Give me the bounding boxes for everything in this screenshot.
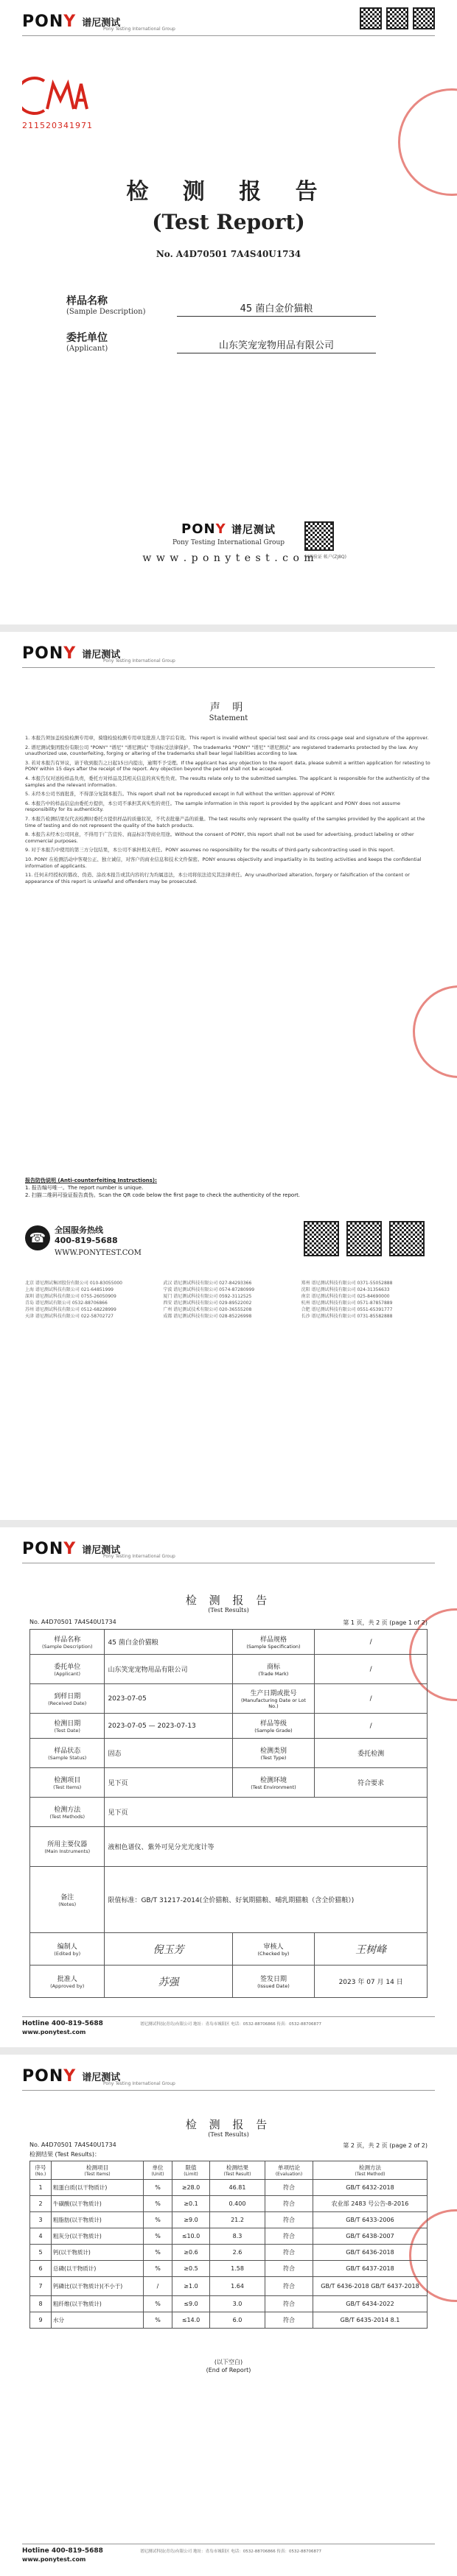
table-row: 6 总磷(以干物质计) % ≥0.5 1.58 符合 GB/T 6437-2018: [30, 2261, 428, 2277]
service-hotline-block: ☎ 全国服务热线 400-819-5688 WWW.PONYTEST.COM: [25, 1221, 432, 1265]
table-row: 检测项目 (Test Items) 见下页 检测环境 (Test Environment) 符合要求: [30, 1768, 428, 1798]
report-number: No. A4D70501 7A4S40U1734: [156, 249, 301, 259]
qr-code-icon: [304, 1221, 339, 1256]
statement-body: 1. 本报告须加盖检验检测专用章，骑缝检验检测专用章及批准人签字后有效。This report is invalid without special test seal and its cross-page seal and signature of the approver. 2. 谱尼测试集团股份有限公司 "PONY" "谱尼" "谱尼测试" 等商标受法律保护。The trademarks "PONY" "谱尼" "谱尼测试" are registered trademarks protected by the law. Any unauthorized use, counterfeiting, forging or altering of the trademarks shall bear legal liabilities according to law. 3. 若对本报告有异议，请于收到报告之日起15日内提出，逾期不予受理。If the applicant has any objection to the report data, please submit a written application for retesting to PONY within 15 days after the receipt of the report. Any objection beyond the period shall not be accepted. 4. 本报告仅对送检样品负责，委托方对样品及其相关信息的真实性负责。The results relate only to the submitted samples. The applicant is responsible for the authenticity of the samples and the relevant information. 5. 未经本公司书面批准，不得部分复制本报告。This report shall not be reproduced except in full without the written approval of PONY. 6. 本报告中的样品信息由委托方提供，本公司不承担其真实性的责任。The sample information in this report is provided by the applicant and PONY does not assume responsibility for its authenticity. 7. 本报告检测结果仅代表检测时委托方提供样品的质量状况，不代表批量产品的质量。The test results only represent the quality of the samples provided by the applicant at the time of testing and do not represent the quality of the batch products. 8. 本报告未经本公司同意，不得用于广告宣传、商品标识等商业用途。Without the consent of PONY, this report shall not be used for advertising, product labeling or other commercial purposes. 9. 对于本报告中使用的第三方分包结果，本公司不承担相关责任。PONY assumes no responsibility for the results of third-party subcontracting used in this report. 10. PONY 在检测活动中客观公正、独立诚信，对客户的商业信息和技术文件保密。PONY ensures objectivity and impartiality in its testing activities and keeps the confidential information of applicants. 11. 任何未经授权的篡改、伪造、涂改本报告或其内容的行为均属违法，本公司将依法追究其法律责任。Any unauthorized alteration, forgery or falsification of the content or appearance of this report is unlawful and offenders may be prosecuted.: [25, 735, 430, 884]
page-header: PONY 谱尼测试 Pony Testing International Group: [22, 2066, 175, 2086]
results-page-2: [0, 2055, 457, 2576]
table-row: 4 粗灰分(以干物质计) % ≤10.0 8.3 符合 GB/T 6438-2007: [30, 2228, 428, 2245]
report-title-cn: 检 测 报 告: [126, 179, 331, 205]
cover-website: w w w . p o n y t e s t . c o m: [142, 552, 315, 564]
results-title-en: (Test Results): [208, 2131, 249, 2138]
anti-counterfeit: 报告防伪说明 (Anti-counterfeiting Instructions): 1. 报告编号唯一。The report number is unique. 2. 扫描二维码可验证报告真伪。Scan the QR code below the first page to check the authenticity of the report.: [25, 1178, 301, 1198]
header-qr-codes: [360, 7, 435, 29]
page-indicator: 第 2 页，共 2 页 (page 2 of 2): [343, 2142, 428, 2149]
cover-page: [0, 0, 457, 624]
header-divider: [22, 667, 435, 668]
table-row: 检测方法 (Test Methods) 见下页: [30, 1798, 428, 1827]
issued-date: 2023 年 07 月 14 日: [315, 1966, 428, 1998]
statement-page: [0, 632, 457, 1520]
table-row: 3 粗脂肪(以干物质计) % ≥9.0 21.2 符合 GB/T 6433-2006: [30, 2212, 428, 2228]
cma-logo-icon: [22, 74, 88, 118]
branch-address-list: 北京 谱尼测试集团股份有限公司 010-83055000 上海 谱尼测试科技有限公司 021-64851999 深圳 谱尼测试科技有限公司 0755-26050909 青岛 谱尼测试有限公司 0532-88706866 苏州 谱尼测试科技有限公司 0512-68228999 天津 谱尼测试科技有限公司 022-58702727 武汉 谱尼测试科技有限公司 027-84293366 宁波 谱尼测试科技有限公司 0574-87280999 厦门 谱尼测试科技有限公司 0592-3112525 西安 谱尼测试科技有限公司 029-89522002 广州 谱尼测试技术有限公司 020-36555208 成都 谱尼测试科技有限公司 028-85226998 郑州 谱尼测试科技有限公司 0371-55052888 沈阳 谱尼测试科技有限公司 024-31356633 南京 谱尼测试科技有限公司 025-84690000 杭州 谱尼测试科技有限公司 0571-87857889 合肥 谱尼测试科技有限公司 0551-65391777 长沙 谱尼测试科技有限公司 0731-85582888: [25, 1281, 393, 1319]
cover-verify-qr: 扫码验证 帐户(ZJ8Q): [304, 521, 346, 560]
table-row: 2 牛磺酸(以干物质计) % ≥0.1 0.400 符合 农业部 2483 号公告-8-2016: [30, 2196, 428, 2212]
table-header-row: 序号 (No.) 检测项目 (Test Items) 单位 (Unit) 限值 (Limit) 检测结果 (Test Result) 单项结论 (Evaluation) 检测方法 (Test Method): [30, 2161, 428, 2180]
header-divider: [22, 35, 435, 36]
approver-signature: 苏强: [158, 1976, 179, 1988]
brand-en: Pony Testing International Group: [103, 27, 175, 32]
table-row: 5 钙(以干物质计) % ≥0.6 2.6 符合 GB/T 6436-2018: [30, 2245, 428, 2261]
table-row: 所用主要仪器 (Main Instruments) 液相色谱仪、紫外可见分光光度计等: [30, 1827, 428, 1867]
results-sublabel: 检测结果 (Test Results)：: [29, 2151, 100, 2158]
results-report-number: No. A4D70501 7A4S40U1734: [29, 2142, 116, 2148]
statement-title-en: Statement: [209, 714, 248, 722]
statement-title: 声 明: [209, 702, 248, 714]
table-row: 7 钙磷比(以干物质计)(不小于) / ≥1.0 1.64 符合 GB/T 6436-2018 GB/T 6437-2018: [30, 2277, 428, 2296]
table-row: 样品名称 (Sample Description) 45 菌白金价猫粮 样品规格 (Sample Specification) /: [30, 1630, 428, 1655]
field-sample-description: 样品名称 (Sample Description) 45 菌白金价猫粮: [66, 293, 391, 316]
sample-description-value: 45 菌白金价猫粮: [177, 300, 376, 317]
results-title: 检 测 报 告: [185, 1594, 272, 1607]
results-page-1: [0, 1527, 457, 2047]
qr-code-icon: [346, 1221, 382, 1256]
table-row: 样品状态 (Sample Status) 固态 检测类别 (Test Type) 委托检测: [30, 1739, 428, 1768]
applicant-value: 山东笑宠宠物用品有限公司: [177, 337, 376, 353]
results-title: 检 测 报 告: [185, 2118, 272, 2131]
editor-signature: 倪玉芳: [153, 1943, 184, 1956]
qr-code-icon: [360, 7, 382, 29]
table-row: 批准人 (Approved by) 苏强 签发日期 (Issued Date) 2023 年 07 月 14 日: [30, 1966, 428, 1998]
cma-mark: [22, 74, 103, 130]
pony-logo: PONY: [22, 12, 77, 31]
header-divider: [22, 2090, 435, 2091]
checker-signature: 王树峰: [355, 1943, 387, 1956]
table-row: 委托单位 (Applicant) 山东笑宠宠物用品有限公司 商标 (Trade Mark) /: [30, 1655, 428, 1684]
table-row: 8 粗纤维(以干物质计) % ≤9.0 3.0 符合 GB/T 6434-2022: [30, 2296, 428, 2312]
table-row: 1 粗蛋白质(以干物质计) % ≥28.0 46.81 符合 GB/T 6432-2018: [30, 2180, 428, 2196]
end-of-report-en: (End of Report): [206, 2367, 251, 2373]
page-header: PONY 谱尼测试 Pony Testing International Group: [22, 644, 175, 664]
qr-code-icon: [386, 7, 408, 29]
results-title-en: (Test Results): [208, 1607, 249, 1613]
page-indicator: 第 1 页，共 2 页 (page 1 of 2): [343, 1619, 428, 1626]
table-row: 编制人 (Edited by) 倪玉芳 审核人 (Checked by) 王树峰: [30, 1933, 428, 1966]
table-row: 到样日期 (Received Date) 2023-07-05 生产日期或批号 (Manufacturing Date or Lot No.) /: [30, 1684, 428, 1714]
page-footer: Hotline 400-819-5688 www.ponytest.com 谱尼测试科技(青岛)有限公司 地址：青岛市城阳区 电话：0532-88706866 传真：0532-88706877: [22, 2016, 435, 2039]
table-row: 备注 (Notes) 限值标准：GB/T 31217-2014(全价猫粮、好氧期猫粮、哺乳期猫粮（含全价猫粮）): [30, 1867, 428, 1933]
results-report-number: No. A4D70501 7A4S40U1734: [29, 1619, 116, 1625]
table-row: 9 水分 % ≤14.0 6.0 符合 GB/T 6435-2014 8.1: [30, 2312, 428, 2329]
qr-code-icon: [389, 1221, 425, 1256]
sample-info-table: [29, 1629, 428, 1998]
field-applicant: 委托单位 (Applicant) 山东笑宠宠物用品有限公司: [66, 330, 391, 353]
cover-footer-logo: PONY 谱尼测试 Pony Testing International Group w w w . p o n y t e s t . c o m: [0, 521, 457, 564]
brand-cn: 谱尼测试: [82, 17, 121, 29]
phone-icon: ☎: [25, 1225, 50, 1250]
cma-number: 211520341971: [22, 121, 93, 130]
page-header: PONY 谱尼测试 Pony Testing International Group: [22, 1539, 175, 1559]
qr-code-icon: [413, 7, 435, 29]
results-table: [29, 2161, 428, 2329]
report-title-en: (Test Report): [152, 210, 305, 234]
red-seal-icon: [413, 985, 457, 1078]
qr-code-icon: [304, 521, 334, 551]
table-row: 检测日期 (Test Date) 2023-07-05 — 2023-07-13 样品等级 (Sample Grade) /: [30, 1714, 428, 1739]
end-of-report: (以下空白): [214, 2359, 243, 2365]
page-footer: Hotline 400-819-5688 www.ponytest.com 谱尼测试科技(青岛)有限公司 地址：青岛市城阳区 电话：0532-88706866 传真：0532-88706877: [22, 2544, 435, 2566]
